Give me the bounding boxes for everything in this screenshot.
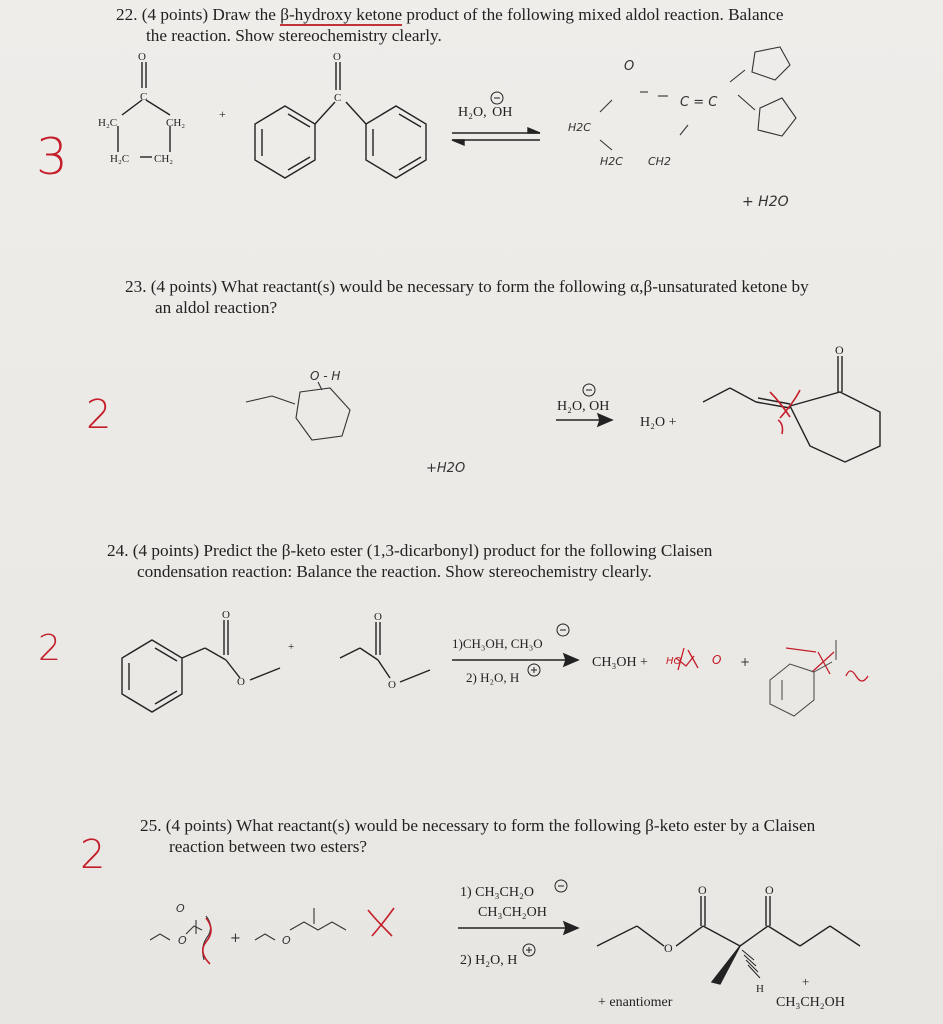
q25-hw-o2: O (282, 934, 291, 947)
q24-o2: O (237, 676, 245, 688)
q22-line2: the reaction. Show stereochemistry clearly. (146, 26, 442, 45)
q25-enantiomer: + enantiomer (598, 995, 673, 1010)
q25-product-o2: O (765, 883, 774, 897)
q23-product-o: O (835, 343, 844, 357)
q22-hw-h2c-b: H2C (600, 155, 623, 168)
q23-hw-h2o: +H2O (426, 461, 466, 476)
q24-red-answer (676, 648, 868, 681)
q24-hw-o-red: O (712, 653, 722, 667)
q23-hw-oh: O - H (310, 369, 341, 383)
q22-hw-byproduct: + H2O (742, 194, 789, 210)
q24-handwritten-ring (770, 640, 836, 716)
q23-handwritten-answer (246, 382, 350, 440)
q24-step2: 2) H₂O, H (466, 670, 520, 685)
q25-plus: + (802, 974, 810, 989)
q25-hw-o3: O (176, 902, 185, 915)
q24-reactant1 (122, 620, 280, 712)
q25-byproduct: CH₃CH₂OH (776, 995, 845, 1010)
q22-grade: 3 (36, 128, 68, 186)
q24-o1: O (222, 609, 230, 621)
q25-product-h: H (756, 983, 764, 995)
q25-step1a: 1) CH₃CH₂O (460, 885, 534, 900)
q24-step1: 1)CH₃OH, CH₃O (452, 636, 543, 651)
q25-product (597, 896, 860, 984)
q22-plus: + (219, 107, 226, 121)
q25-step1b: CH₃CH₂OH (478, 905, 547, 920)
q25-line1: 25. (4 points) What reactant(s) would be necessary to form the following β-keto ester by a Claisen (140, 816, 816, 835)
q24-o4: O (388, 679, 396, 691)
q25-product-o3: O (664, 941, 673, 955)
q24-o3: O (374, 611, 382, 623)
q22-hw-ch2: CH2 (648, 155, 671, 168)
q22-conditions: H₂O, OH (458, 105, 513, 120)
q25-line2: reaction between two esters? (169, 837, 368, 856)
q24-hw-ho: HO (666, 656, 682, 667)
q23-reaction-arrow (556, 414, 612, 426)
q22-r1-ch2-bottom: CH₂ (154, 153, 174, 165)
q22-hw-c-eq-c: C = C (680, 95, 718, 110)
q25-hw-o1: O (178, 934, 187, 947)
q23-byproduct: H₂O + (640, 415, 677, 430)
q24-plus: + (288, 641, 295, 653)
q23-line2: an aldol reaction? (155, 298, 278, 317)
q22-line1c: product of the following mixed aldol reaction. Balance (402, 5, 784, 24)
q25-product-o1: O (698, 883, 707, 897)
q22-cyclopentanone (118, 62, 170, 157)
q25-reaction-arrow (458, 922, 578, 934)
q22-keyterm: β-hydroxy ketone (280, 5, 403, 24)
q22-hw-o: O (624, 59, 635, 74)
q23-conditions: H₂O, OH (557, 399, 610, 414)
q24-grade: 2 (38, 628, 61, 669)
q22-r1-c: C (140, 91, 148, 103)
q22-r1-o: O (138, 51, 146, 63)
q24-byproduct: CH₃OH + (592, 655, 648, 670)
q25-grade: 2 (80, 832, 106, 878)
q24-reaction-arrow (452, 654, 578, 666)
q24-line1: 24. (4 points) Predict the β-keto ester (1,3-dicarbonyl) product for the following Claisen (107, 541, 713, 560)
q22-benzophenone (255, 62, 426, 178)
q23-line1: 23. (4 points) What reactant(s) would be necessary to form the following α,β-unsaturated ketone by (125, 277, 809, 296)
q22-r1-h2c: H₂C (98, 117, 118, 129)
q22-line1a: 22. (4 points) Draw the (116, 5, 281, 24)
q23-red-correction (770, 390, 800, 434)
q25-step2: 2) H₂O, H (460, 953, 518, 968)
q22-r2-c: C (334, 92, 342, 104)
q22-r1-h2c-bottom: H₂C (110, 153, 130, 165)
q23-grade: 2 (86, 392, 112, 438)
q22-equilibrium-arrow (452, 128, 540, 145)
q22-r2-o: O (333, 51, 341, 63)
q22-hw-h2c-a: H2C (568, 121, 591, 134)
q24-hw-plus: + (740, 655, 751, 669)
q25-hw-plus: + (230, 931, 241, 946)
q22-r1-ch2: CH₂ (166, 117, 186, 129)
q23-product (703, 356, 880, 462)
q24-line2: condensation reaction: Balance the reaction. Show stereochemistry clearly. (137, 562, 652, 581)
q24-reactant2 (340, 622, 430, 682)
